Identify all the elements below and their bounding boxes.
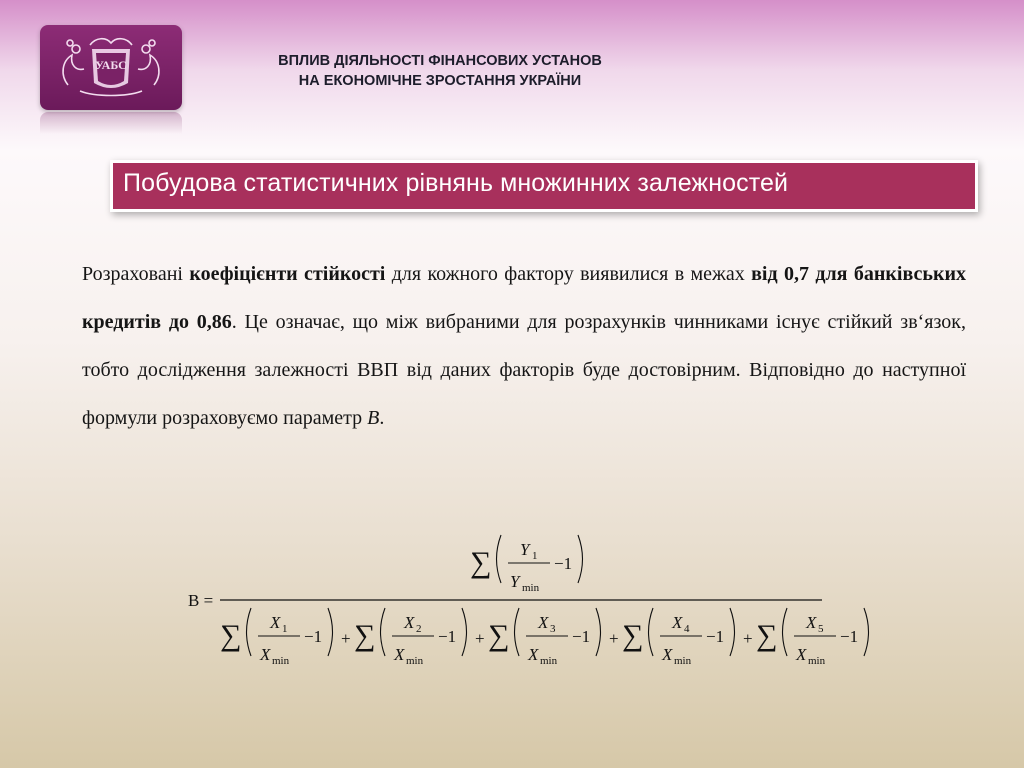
paragraph-text-2: для кожного фактору виявилися в межах bbox=[385, 263, 752, 285]
minus-one: −1 bbox=[554, 554, 573, 573]
fraction-denominator-sub: min bbox=[522, 582, 540, 594]
plus-sign: + bbox=[341, 629, 351, 648]
fraction-denominator-sub: min bbox=[540, 655, 558, 667]
sum-symbol: ∑ bbox=[470, 546, 492, 579]
fraction-numerator-var: X bbox=[538, 613, 549, 632]
formula-svg bbox=[180, 525, 859, 675]
fraction-denominator-sub: min bbox=[272, 655, 290, 667]
fraction-numerator-sub: 2 bbox=[416, 623, 422, 635]
emblem-icon bbox=[40, 25, 182, 110]
sum-symbol: ∑ bbox=[622, 619, 644, 652]
plus-sign: + bbox=[475, 629, 485, 648]
presentation-title-line2: НА ЕКОНОМІЧНЕ ЗРОСТАННЯ УКРАЇНИ bbox=[298, 73, 582, 89]
left-paren bbox=[247, 608, 252, 656]
minus-one: −1 bbox=[572, 627, 591, 646]
left-paren bbox=[783, 608, 788, 656]
logo-text: УАБС bbox=[95, 58, 127, 72]
presentation-title bbox=[200, 51, 680, 91]
fraction-denominator-var: X bbox=[662, 645, 673, 664]
fraction-numerator-sub: 5 bbox=[818, 623, 824, 635]
logo bbox=[40, 25, 182, 110]
minus-one: −1 bbox=[438, 627, 457, 646]
minus-one: −1 bbox=[840, 627, 859, 646]
left-paren bbox=[381, 608, 386, 656]
paragraph-text-4: . bbox=[379, 407, 385, 429]
fraction-denominator-var: X bbox=[394, 645, 405, 664]
paragraph-italic-b: B bbox=[367, 407, 380, 429]
fraction-numerator-sub: 1 bbox=[282, 623, 288, 635]
fraction-denominator-var: X bbox=[260, 645, 271, 664]
fraction-denominator-sub: min bbox=[674, 655, 692, 667]
right-paren bbox=[596, 608, 601, 656]
fraction-numerator-sub: 4 bbox=[684, 623, 690, 635]
fraction-denominator-sub: min bbox=[808, 655, 826, 667]
sum-symbol: ∑ bbox=[488, 619, 510, 652]
minus-one: −1 bbox=[706, 627, 725, 646]
fraction-denominator-var: Y bbox=[510, 572, 520, 591]
paragraph-bold-1: коефіцієнти стійкості bbox=[189, 263, 386, 285]
fraction-numerator-var: X bbox=[806, 613, 817, 632]
minus-one: −1 bbox=[304, 627, 323, 646]
right-paren bbox=[864, 608, 869, 656]
fraction-numerator-sub: 1 bbox=[532, 550, 538, 562]
right-paren bbox=[730, 608, 735, 656]
fraction-denominator-var: X bbox=[528, 645, 539, 664]
sum-symbol: ∑ bbox=[354, 619, 376, 652]
formula bbox=[180, 525, 859, 675]
plus-sign: + bbox=[743, 629, 753, 648]
right-paren bbox=[328, 608, 333, 656]
right-paren bbox=[578, 535, 583, 583]
fraction-numerator-var: X bbox=[672, 613, 683, 632]
logo-reflection bbox=[40, 112, 182, 134]
formula-lhs: B = bbox=[188, 591, 214, 610]
paragraph-text-3: . Це означає, що між вибраними для розрахунків чинниками існує стійкий зв‘язок, тобто дослідження залежності ВВП від даних факторів буде достовірним. Відповідно до наступної формули розраховуємо параметр bbox=[82, 311, 966, 429]
paragraph-text-1: Розраховані bbox=[82, 263, 190, 285]
fraction-denominator-sub: min bbox=[406, 655, 424, 667]
slide-title: Побудова статистичних рівнянь множинних залежностей bbox=[123, 169, 789, 197]
fraction-numerator-var: Y bbox=[520, 540, 530, 559]
presentation-title-line1: ВПЛИВ ДІЯЛЬНОСТІ ФІНАНСОВИХ УСТАНОВ bbox=[278, 53, 602, 69]
body-paragraph bbox=[82, 250, 966, 442]
sum-symbol: ∑ bbox=[220, 619, 242, 652]
left-paren bbox=[515, 608, 520, 656]
right-paren bbox=[462, 608, 467, 656]
slide-title-box bbox=[113, 163, 975, 209]
left-paren bbox=[649, 608, 654, 656]
fraction-numerator-var: X bbox=[404, 613, 415, 632]
left-paren bbox=[497, 535, 502, 583]
sum-symbol: ∑ bbox=[756, 619, 778, 652]
paragraph-bold-2: від 0,7 для банківських кредитів до 0,86 bbox=[82, 263, 966, 333]
fraction-numerator-sub: 3 bbox=[550, 623, 556, 635]
plus-sign: + bbox=[609, 629, 619, 648]
fraction-denominator-var: X bbox=[796, 645, 807, 664]
fraction-numerator-var: X bbox=[270, 613, 281, 632]
